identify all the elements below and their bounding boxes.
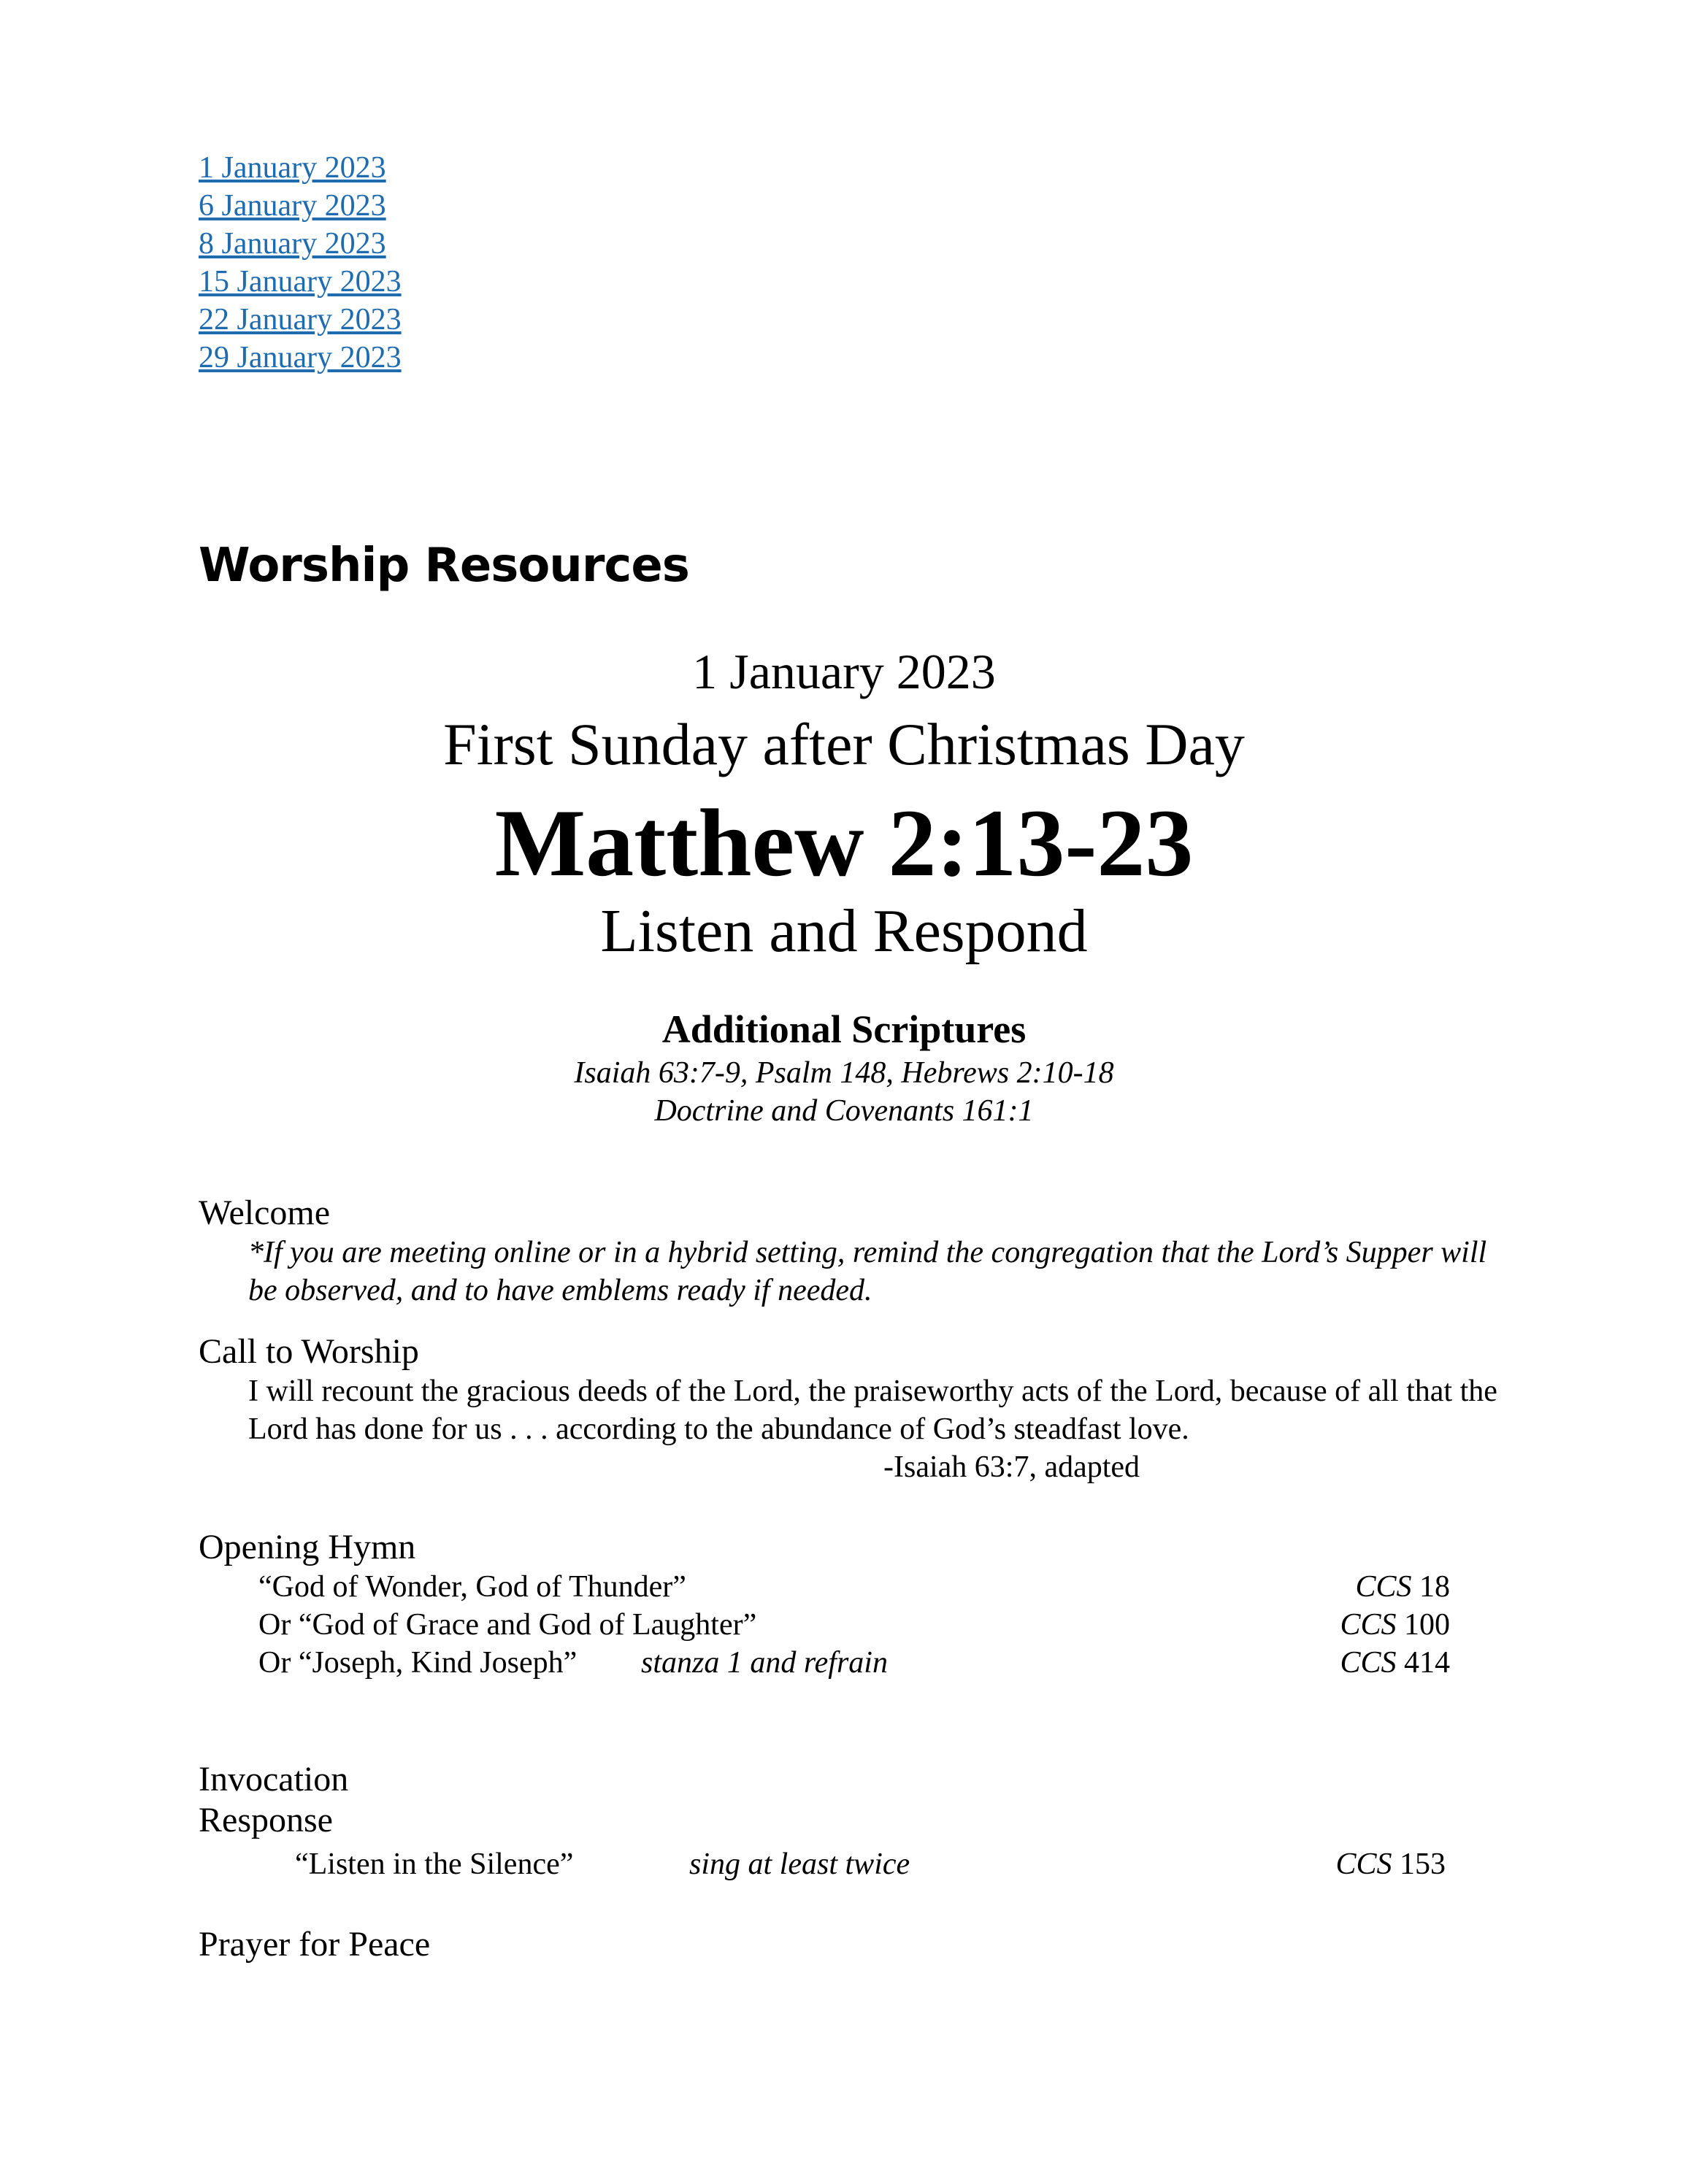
call-to-worship-text: I will recount the gracious deeds of the Lord, the praiseworthy acts of the Lord, because of all that the Lord has done for us . . . according to the abundance of God’s steadfast love. — [248, 1374, 1497, 1446]
service-date: 1 January 2023 — [692, 644, 996, 699]
hymn-note: stanza 1 and refrain — [641, 1646, 888, 1680]
hymn-reference — [1340, 1606, 1450, 1644]
hymn-number: 153 — [1400, 1847, 1446, 1881]
hymn-reference — [1340, 1644, 1450, 1682]
hymn-title: “God of Wonder, God of Thunder” — [258, 1570, 686, 1604]
hymn-reference — [1355, 1568, 1450, 1606]
hymnal-abbreviation: CCS — [1340, 1608, 1397, 1642]
hymnal-abbreviation: CCS — [1340, 1646, 1397, 1680]
focus-scripture: Matthew 2:13-23 — [494, 789, 1194, 896]
response-hymn-note: sing at least twice — [689, 1847, 910, 1881]
prayer-for-peace-title: Prayer for Peace — [199, 1925, 431, 1964]
call-to-worship-title: Call to Worship — [199, 1332, 419, 1371]
link-6-january-2023[interactable]: 6 January 2023 — [199, 189, 386, 223]
hymn-number: 100 — [1404, 1608, 1450, 1642]
welcome-note: *If you are meeting online or in a hybrid setting, remind the congregation that the Lord’s Supper will be observed, and to have emblems ready if needed. — [248, 1236, 1487, 1307]
response-hymn-reference — [1335, 1845, 1446, 1883]
hymn-number: 414 — [1404, 1646, 1450, 1680]
link-22-january-2023[interactable]: 22 January 2023 — [199, 303, 402, 337]
service-occasion: First Sunday after Christmas Day — [443, 711, 1245, 777]
hymn-title: Or “God of Grace and God of Laughter” — [258, 1608, 757, 1642]
service-theme: Listen and Respond — [600, 897, 1088, 965]
hymnal-abbreviation: CCS — [1355, 1570, 1412, 1604]
invocation-title: Invocation — [199, 1760, 349, 1799]
additional-scriptures-line-2: Doctrine and Covenants 161:1 — [654, 1094, 1034, 1128]
link-15-january-2023[interactable]: 15 January 2023 — [199, 265, 402, 299]
link-29-january-2023[interactable]: 29 January 2023 — [199, 341, 402, 374]
welcome-title: Welcome — [199, 1193, 331, 1232]
link-8-january-2023[interactable]: 8 January 2023 — [199, 227, 386, 261]
hymn-title: Or “Joseph, Kind Joseph” — [258, 1646, 578, 1680]
call-to-worship-source: -Isaiah 63:7, adapted — [883, 1450, 1140, 1484]
date-link-list — [199, 149, 402, 377]
link-1-january-2023[interactable]: 1 January 2023 — [199, 151, 386, 185]
section-heading: Worship Resources — [199, 539, 689, 593]
opening-hymn-title: Opening Hymn — [199, 1528, 416, 1566]
response-title: Response — [199, 1801, 333, 1839]
additional-scriptures-heading: Additional Scriptures — [661, 1007, 1027, 1051]
hymnal-abbreviation: CCS — [1335, 1847, 1392, 1881]
response-hymn-title: “Listen in the Silence” — [295, 1847, 574, 1881]
hymn-number: 18 — [1419, 1570, 1450, 1604]
additional-scriptures-line-1: Isaiah 63:7-9, Psalm 148, Hebrews 2:10-18 — [574, 1056, 1114, 1090]
